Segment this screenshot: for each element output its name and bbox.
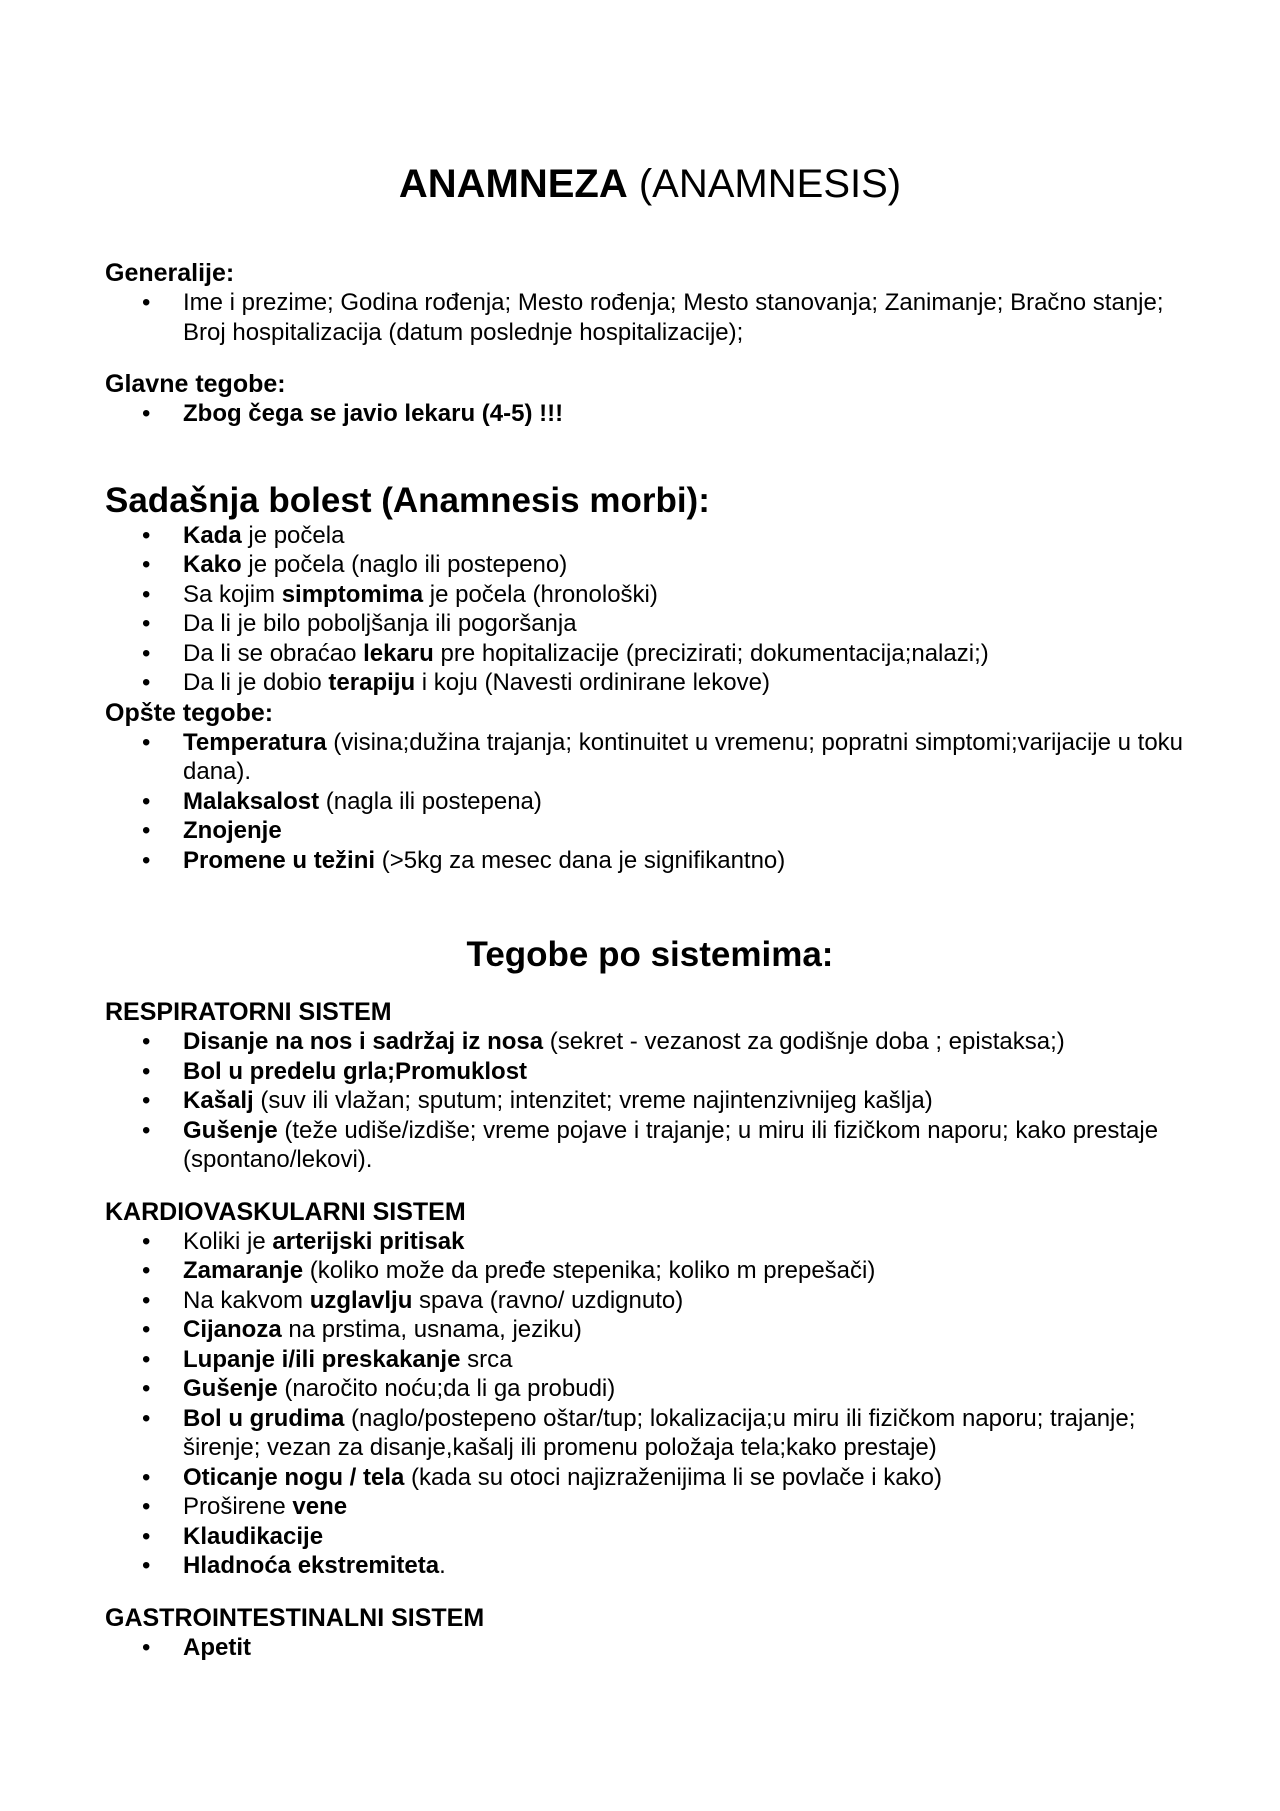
bullet-icon: •: [142, 1522, 151, 1550]
section-heading-generalije: Generalije:: [105, 259, 235, 287]
bullet-icon: •: [142, 1057, 151, 1085]
list-item: • Gušenje (teže udiše/izdiše; vreme pojave i trajanje; u miru ili fizičkom naporu; kako prestaje (spontano/lekovi).: [142, 1116, 1159, 1173]
list-item: • Disanje na nos i sadržaj iz nosa (sekret - vezanost za godišnje doba ; epistaksa;): [142, 1028, 1065, 1055]
bullet-icon: •: [142, 521, 151, 549]
list-item: • Apetit: [142, 1633, 251, 1661]
bullet-icon: •: [142, 580, 151, 608]
bullet-icon: •: [142, 1227, 151, 1255]
bullet-icon: •: [142, 1257, 151, 1284]
list-item: • Kada je počela: [142, 521, 345, 549]
list-opste-tegobe: [105, 728, 1195, 876]
list-generalije: [105, 288, 1195, 347]
list-item: • Cijanoza na prstima, usnama, jeziku): [142, 1316, 582, 1343]
bullet-icon: •: [142, 728, 151, 756]
bullet-icon: •: [142, 1286, 151, 1314]
list-item: • Bol u grudima (naglo/postepeno oštar/tup; lokalizacija;u miru ili fizičkom naporu; trajanje; širenje; vezan za disanje,kašalj ili promenu položaja tela;kako prestaje): [142, 1404, 1136, 1461]
bullet-icon: •: [142, 639, 151, 667]
section-heading-tegobe-po-sistemima: Tegobe po sistemima:: [466, 935, 834, 974]
list-item: • Oticanje nogu / tela (kada su otoci najizraženijima li se povlače i kako): [142, 1463, 942, 1491]
bullet-icon: •: [142, 551, 151, 578]
list-item: • Na kakvom uzglavlju spava (ravno/ uzdignuto): [142, 1286, 684, 1314]
bullet-icon: •: [142, 1463, 151, 1491]
list-item: • Temperatura (visina;dužina trajanja; kontinuitet u vremenu; popratni simptomi;varijacije u toku dana).: [142, 728, 1184, 785]
bullet-icon: •: [142, 787, 151, 815]
title-normal: (ANAMNESIS): [627, 162, 902, 206]
list-item: • Da li je dobio terapiju i koju (Navesti ordinirane lekove): [142, 669, 770, 696]
bullet-icon: •: [142, 669, 151, 696]
document-page: [105, 160, 1195, 1662]
section-heading-sadasnja-bolest: Sadašnja bolest (Anamnesis morbi):: [105, 480, 710, 520]
list-item: • Malaksalost (nagla ili postepena): [142, 787, 542, 815]
bullet-icon: •: [142, 1087, 151, 1114]
list-item: • Koliki je arterijski pritisak: [142, 1227, 465, 1255]
list-sadasnja-bolest: [105, 521, 1195, 698]
list-item: • Da li je bilo poboljšanja ili pogoršanja: [142, 610, 577, 637]
list-item: • Sa kojim simptomima je počela (hronološki): [142, 580, 658, 608]
list-item: • Lupanje i/ili preskakanje srca: [142, 1345, 513, 1373]
list-kardiovaskularni: [105, 1227, 1195, 1581]
section-heading-gastrointestinalni: GASTROINTESTINALNI SISTEM: [105, 1603, 485, 1632]
bullet-icon: •: [142, 817, 151, 844]
bullet-icon: •: [142, 1316, 151, 1343]
list-item: • Zamaranje (koliko može da pređe stepenika; koliko m prepešači): [142, 1257, 876, 1284]
bullet-icon: •: [142, 289, 151, 316]
bullet-icon: •: [142, 1552, 151, 1579]
bullet-icon: •: [142, 1633, 151, 1661]
bullet-icon: •: [142, 846, 151, 874]
bullet-icon: •: [142, 1345, 151, 1373]
list-item: • Promene u težini (>5kg za mesec dana je signifikantno): [142, 846, 786, 874]
list-item: • Zbog čega se javio lekaru (4-5) !!!: [142, 400, 564, 427]
bullet-icon: •: [142, 1404, 151, 1432]
bullet-icon: •: [142, 1028, 151, 1055]
bullet-icon: •: [142, 610, 151, 637]
list-item: • Proširene vene: [142, 1493, 348, 1520]
list-glavne-tegobe: [105, 399, 1195, 429]
bullet-icon: •: [142, 1375, 151, 1402]
section-heading-respiratorni: RESPIRATORNI SISTEM: [105, 998, 392, 1026]
section-heading-glavne-tegobe: Glavne tegobe:: [105, 370, 286, 398]
list-item: • Gušenje (naročito noću;da li ga probudi): [142, 1375, 616, 1402]
list-item: • Hladnoća ekstremiteta.: [142, 1552, 446, 1579]
list-item: • Ime i prezime; Godina rođenja; Mesto rođenja; Mesto stanovanja; Zanimanje; Bračno stanje; Broj hospitalizacija (datum poslednje hospitalizacije);: [142, 289, 1164, 346]
list-respiratorni: [105, 1027, 1195, 1175]
list-item: • Kašalj (suv ili vlažan; sputum; intenzitet; vreme najintenzivnijeg kašlja): [142, 1087, 933, 1114]
section-heading-kardiovaskularni: KARDIOVASKULARNI SISTEM: [105, 1197, 466, 1226]
bullet-icon: •: [142, 400, 151, 427]
list-item: • Bol u predelu grla;Promuklost: [142, 1057, 528, 1085]
list-item: • Klaudikacije: [142, 1522, 324, 1550]
list-item: • Znojenje: [142, 817, 282, 844]
page-title: [105, 160, 1195, 208]
list-gastrointestinalni: [105, 1633, 1195, 1663]
title-bold: ANAMNEZA: [398, 162, 628, 206]
bullet-icon: •: [142, 1493, 151, 1520]
bullet-icon: •: [142, 1116, 151, 1144]
list-item: • Da li se obraćao lekaru pre hopitalizacije (precizirati; dokumentacija;nalazi;): [142, 639, 989, 667]
section-heading-opste-tegobe: Opšte tegobe:: [105, 698, 274, 727]
list-item: • Kako je počela (naglo ili postepeno): [142, 551, 568, 578]
